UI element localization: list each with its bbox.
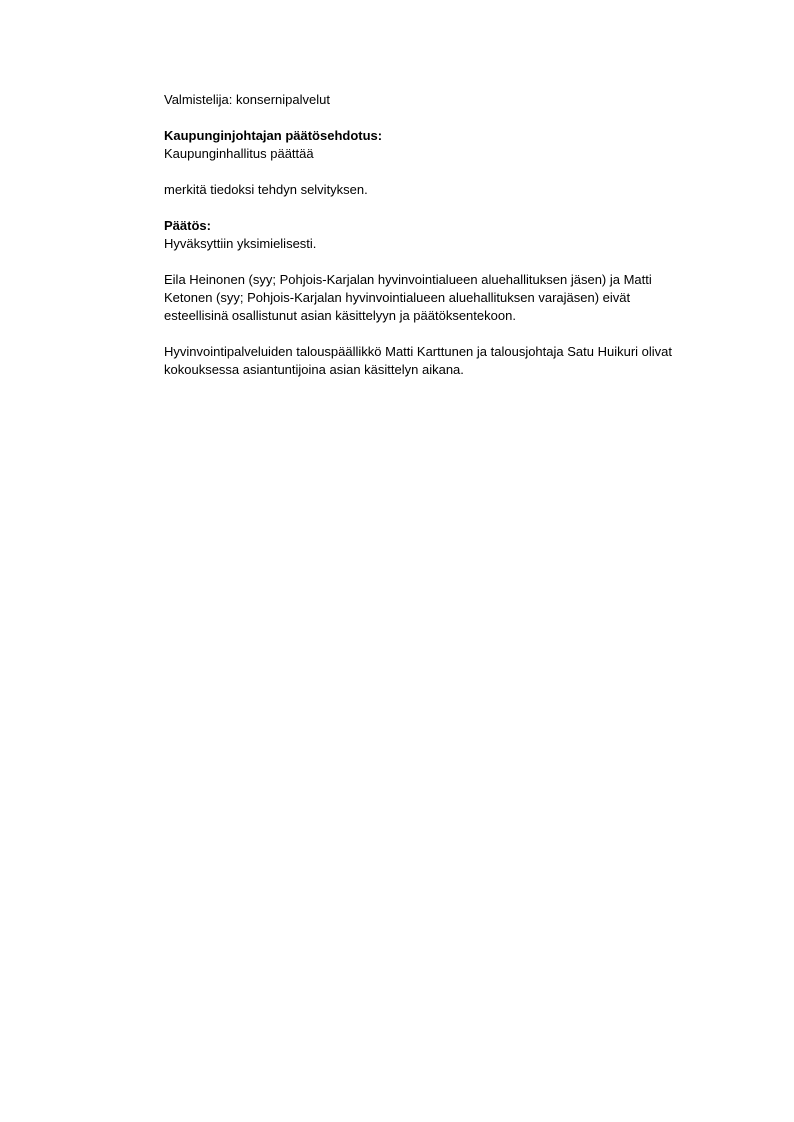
proposal-item: merkitä tiedoksi tehdyn selvityksen. (164, 182, 368, 197)
proposal-intro: Kaupunginhallitus päättää (164, 146, 314, 161)
spacer (164, 109, 744, 127)
paragraph-line: Ketonen (syy; Pohjois-Karjalan hyvinvointialueen aluehallituksen varajäsen) eivät (164, 290, 631, 305)
experts-paragraph (164, 343, 744, 379)
spacer (164, 163, 744, 181)
decision-text: Hyväksyttiin yksimielisesti. (164, 236, 317, 251)
spacer (164, 325, 744, 343)
disqualification-paragraph (164, 271, 744, 325)
preparer-line: Valmistelija: konsernipalvelut (164, 92, 330, 107)
proposal-heading: Kaupunginjohtajan päätösehdotus: (164, 128, 383, 143)
spacer (164, 253, 744, 271)
paragraph-line: esteellisinä osallistunut asian käsittelyyn ja päätöksentekoon. (164, 308, 516, 323)
decision-heading: Päätös: (164, 218, 211, 233)
document-body (164, 91, 744, 379)
paragraph-line: Hyvinvointipalveluiden talouspäällikkö Matti Karttunen ja talousjohtaja Satu Huikuri olivat (164, 344, 673, 359)
paragraph-line: kokouksessa asiantuntijoina asian käsittelyn aikana. (164, 362, 464, 377)
spacer (164, 199, 744, 217)
paragraph-line: Eila Heinonen (syy; Pohjois-Karjalan hyvinvointialueen aluehallituksen jäsen) ja Matti (164, 272, 652, 287)
